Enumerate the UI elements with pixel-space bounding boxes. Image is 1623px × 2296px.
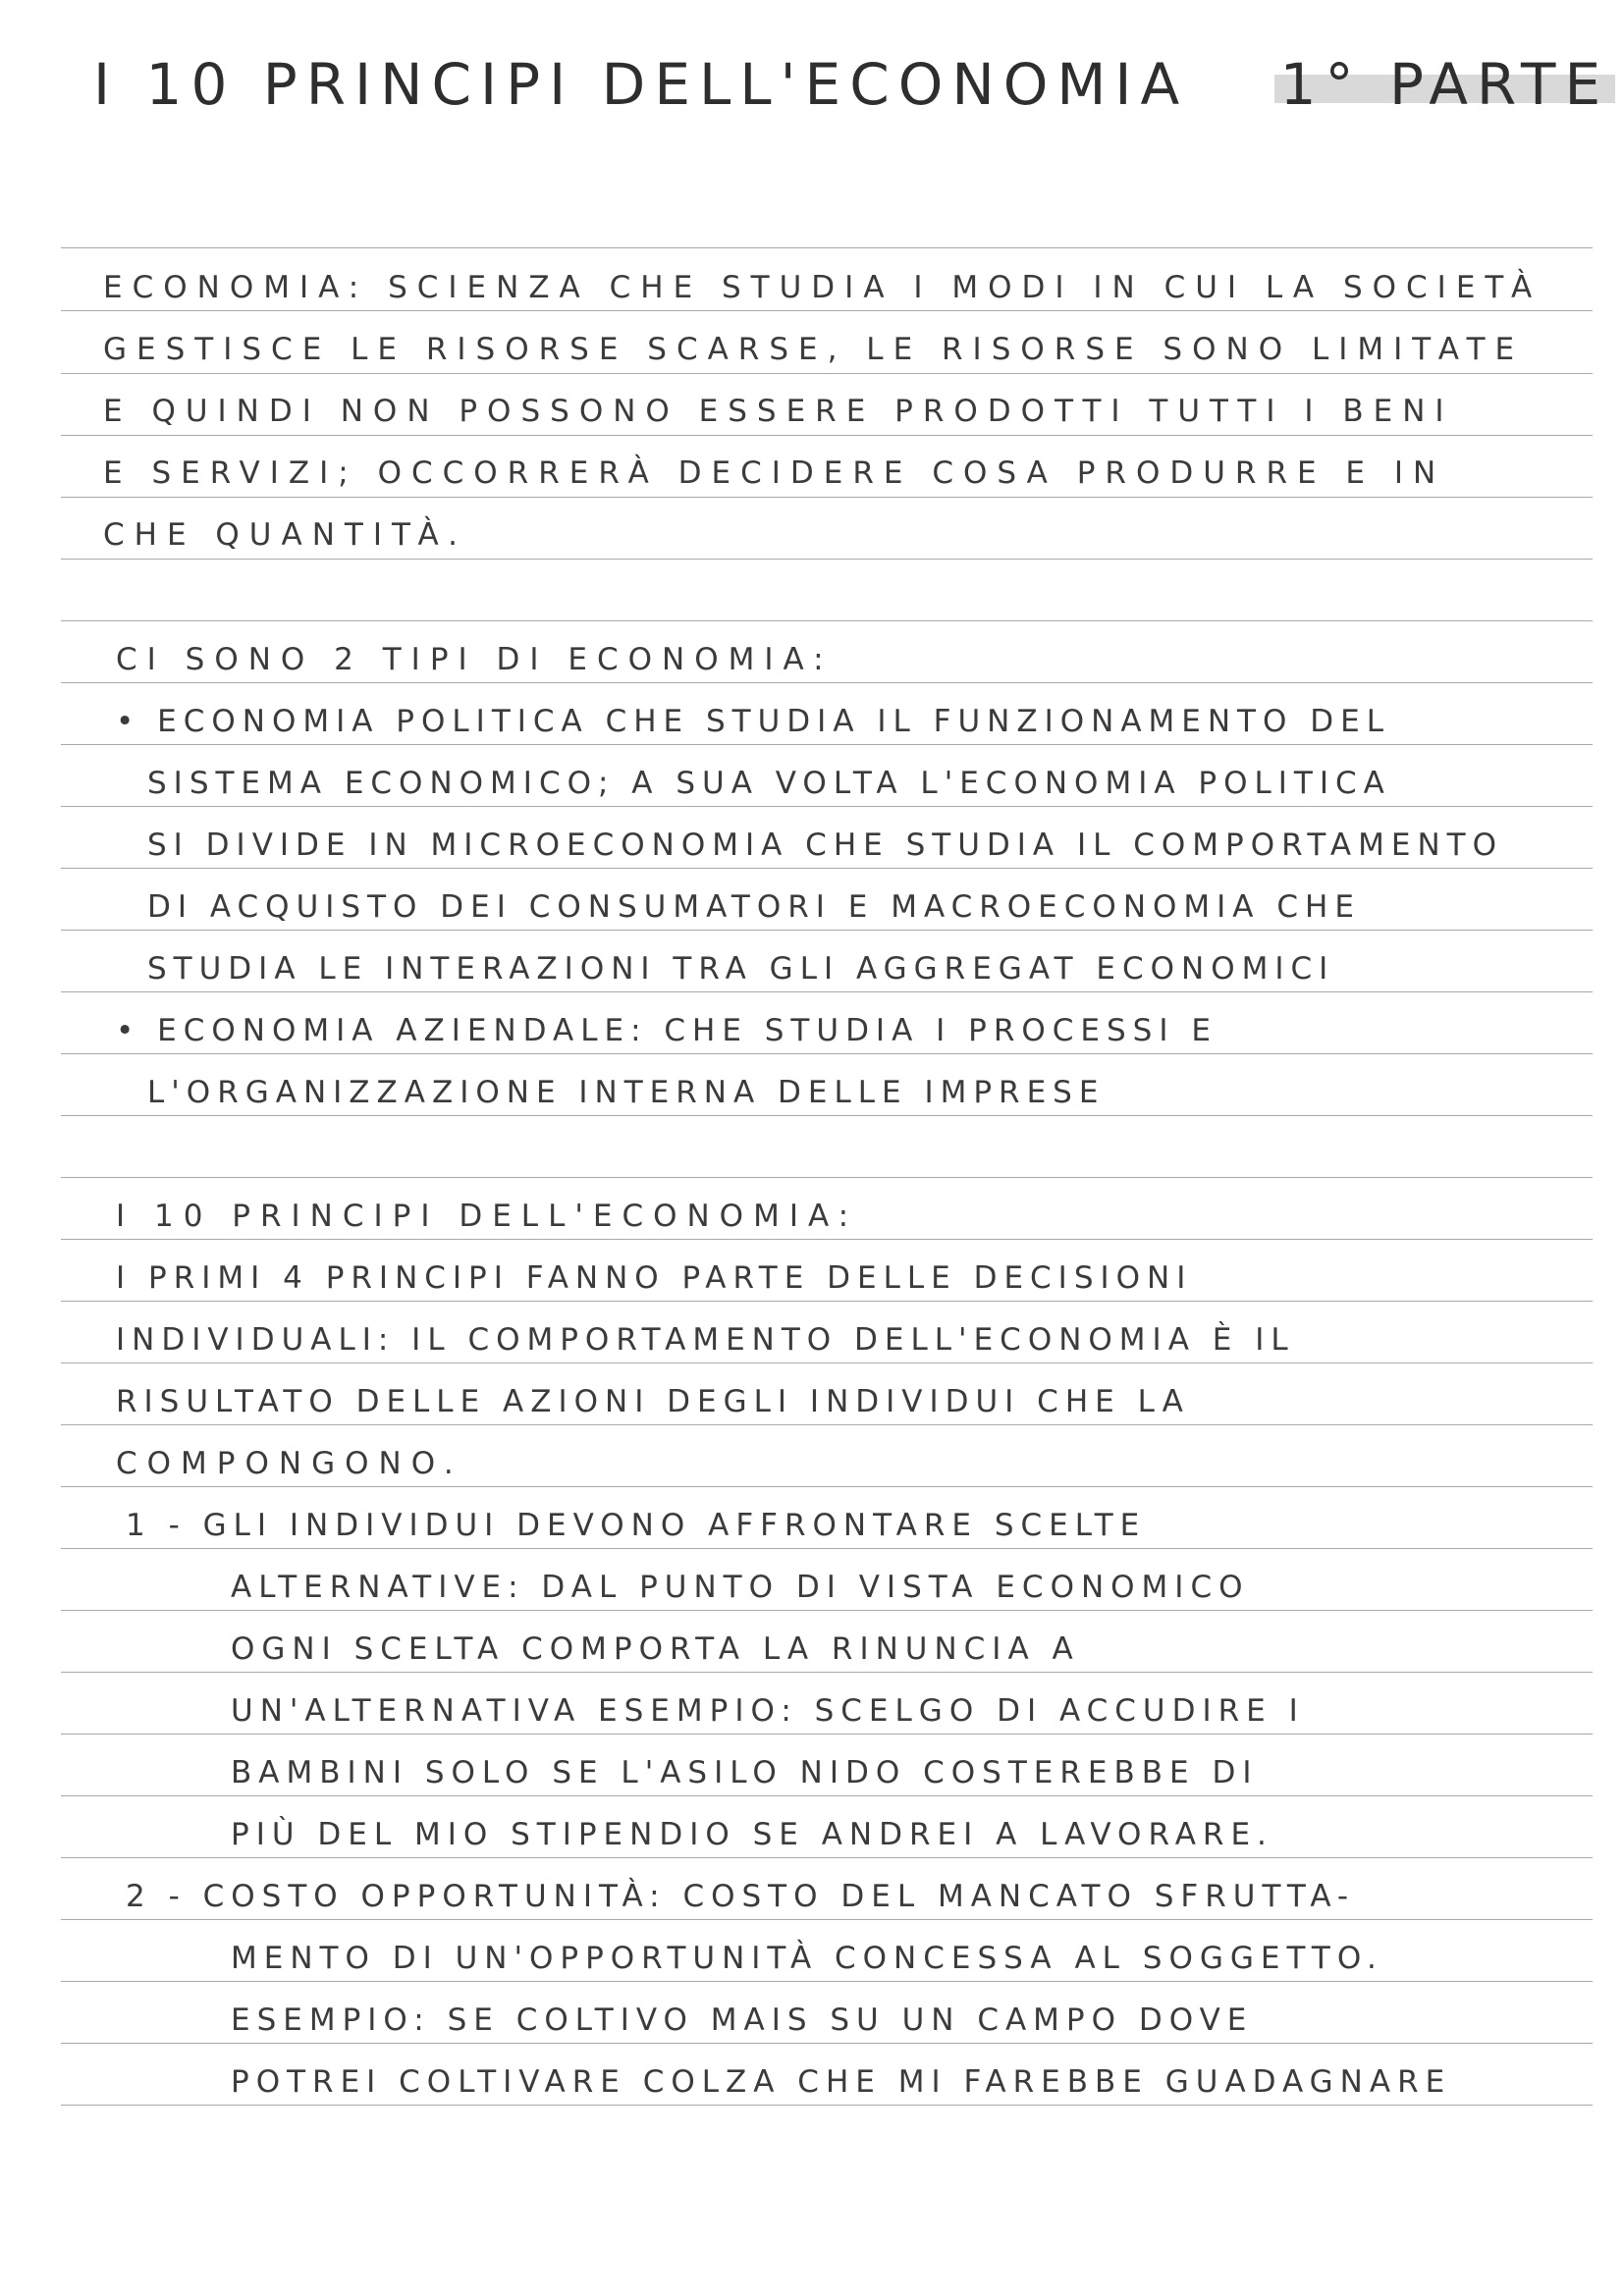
text-line: ALTERNATIVE: DAL PUNTO DI VISTA ECONOMICO xyxy=(231,1570,1250,1605)
text-line: SI DIVIDE IN MICROECONOMIA CHE STUDIA IL COMPORTAMENTO xyxy=(147,828,1503,863)
ruled-line xyxy=(61,1362,1593,1363)
text-line: I PRIMI 4 PRINCIPI FANNO PARTE DELLE DECISIONI xyxy=(116,1260,1193,1296)
ruled-line xyxy=(61,1734,1593,1735)
ruled-line xyxy=(61,1424,1593,1425)
ruled-line xyxy=(61,559,1593,560)
text-line: 1 - GLI INDIVIDUI DEVONO AFFRONTARE SCELTE xyxy=(126,1508,1147,1543)
ruled-line xyxy=(61,1115,1593,1116)
text-line: E QUINDI NON POSSONO ESSERE PRODOTTI TUTTI I BENI xyxy=(103,394,1454,429)
text-line: ESEMPIO: SE COLTIVO MAIS SU UN CAMPO DOVE xyxy=(231,2002,1254,2038)
text-line: GESTISCE LE RISORSE SCARSE, LE RISORSE SONO LIMITATE xyxy=(103,332,1525,367)
ruled-line xyxy=(61,620,1593,621)
title-main: I 10 PRINCIPI DELL'ECONOMIA xyxy=(93,51,1189,118)
ruled-line xyxy=(61,247,1593,248)
text-line: DI ACQUISTO DEI CONSUMATORI E MACROECONOMIA CHE xyxy=(147,889,1361,925)
ruled-line xyxy=(61,806,1593,807)
text-line: E SERVIZI; OCCORRERÀ DECIDERE COSA PRODURRE E IN xyxy=(103,455,1446,491)
title-part-label: 1° PARTE xyxy=(1274,51,1615,118)
text-line: POTREI COLTIVARE COLZA CHE MI FAREBBE GUADAGNARE xyxy=(231,2064,1452,2100)
ruled-line xyxy=(61,310,1593,311)
text-line: RISULTATO DELLE AZIONI DEGLI INDIVIDUI CHE LA xyxy=(116,1384,1190,1419)
text-line: BAMBINI SOLO SE L'ASILO NIDO COSTEREBBE DI xyxy=(231,1755,1259,1790)
text-line: CI SONO 2 TIPI DI ECONOMIA: xyxy=(116,642,834,677)
ruled-line xyxy=(61,930,1593,931)
text-line: I 10 PRINCIPI DELL'ECONOMIA: xyxy=(116,1199,859,1234)
text-line: L'ORGANIZZAZIONE INTERNA DELLE IMPRESE xyxy=(147,1075,1106,1110)
ruled-line xyxy=(61,1548,1593,1549)
ruled-line xyxy=(61,1795,1593,1796)
text-line: CHE QUANTITÀ. xyxy=(103,517,468,553)
text-line: INDIVIDUALI: IL COMPORTAMENTO DELL'ECONOMIA È IL xyxy=(116,1322,1295,1358)
text-line: STUDIA LE INTERAZIONI TRA GLI AGGREGAT ECONOMICI xyxy=(147,951,1335,987)
ruled-line xyxy=(61,868,1593,869)
ruled-line xyxy=(61,435,1593,436)
ruled-line xyxy=(61,1919,1593,1920)
ruled-line xyxy=(61,2043,1593,2044)
ruled-line xyxy=(61,1486,1593,1487)
ruled-line xyxy=(61,1857,1593,1858)
text-line: SISTEMA ECONOMICO; A SUA VOLTA L'ECONOMIA POLITICA xyxy=(147,766,1391,801)
ruled-line xyxy=(61,2105,1593,2106)
ruled-line xyxy=(61,1672,1593,1673)
ruled-line xyxy=(61,373,1593,374)
ruled-line xyxy=(61,1239,1593,1240)
page-title xyxy=(93,51,1615,118)
text-line: • ECONOMIA AZIENDALE: CHE STUDIA I PROCESSI E xyxy=(116,1013,1217,1048)
ruled-line xyxy=(61,1301,1593,1302)
text-line: 2 - COSTO OPPORTUNITÀ: COSTO DEL MANCATO SFRUTTA- xyxy=(126,1879,1356,1914)
text-line: OGNI SCELTA COMPORTA LA RINUNCIA A xyxy=(231,1631,1080,1667)
text-line: ECONOMIA: SCIENZA CHE STUDIA I MODI IN CUI LA SOCIETÀ xyxy=(103,270,1542,305)
ruled-line xyxy=(61,1177,1593,1178)
ruled-line xyxy=(61,1610,1593,1611)
ruled-line xyxy=(61,682,1593,683)
text-line: MENTO DI UN'OPPORTUNITÀ CONCESSA AL SOGGETTO. xyxy=(231,1941,1383,1976)
ruled-line xyxy=(61,1981,1593,1982)
ruled-line xyxy=(61,744,1593,745)
ruled-line xyxy=(61,497,1593,498)
text-line: • ECONOMIA POLITICA CHE STUDIA IL FUNZIONAMENTO DEL xyxy=(116,704,1390,739)
ruled-line xyxy=(61,991,1593,992)
text-line: COMPONGONO. xyxy=(116,1446,463,1481)
ruled-line xyxy=(61,1053,1593,1054)
text-line: PIÙ DEL MIO STIPENDIO SE ANDREI A LAVORARE. xyxy=(231,1817,1273,1852)
text-line: UN'ALTERNATIVA ESEMPIO: SCELGO DI ACCUDIRE I xyxy=(231,1693,1305,1729)
